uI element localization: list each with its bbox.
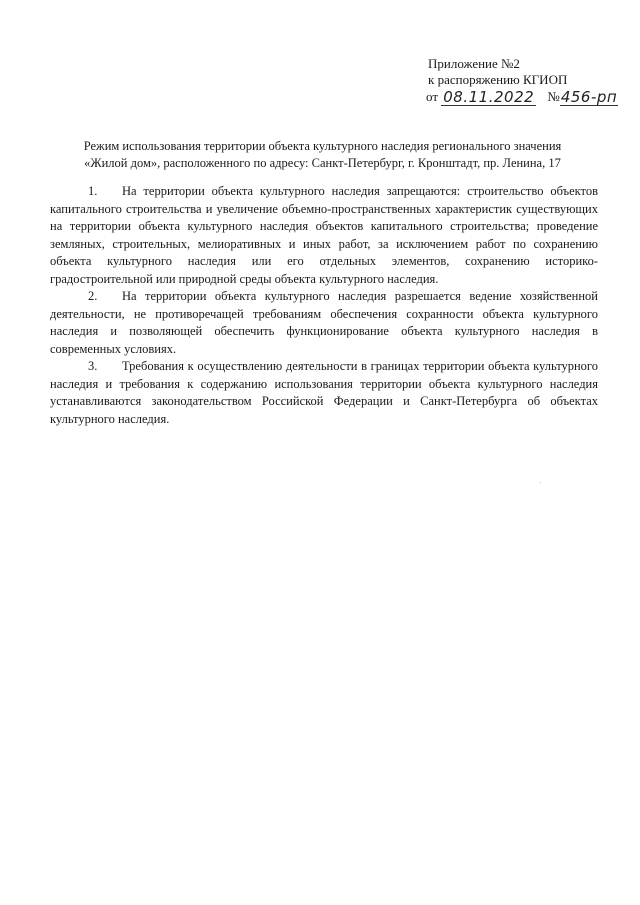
title-line-2: «Жилой дом», расположенного по адресу: Санкт-Петербург, г. Кронштадт, пр. Ленина, 17 [84,156,561,170]
appendix-header [426,56,626,105]
document-body [50,183,598,428]
paragraph-text: На территории объекта культурного наследия запрещаются: строительство объектов капитального строительства и увеличение объемно-пространственных характеристик существующих на территории объекта культурного наследия объектов капитального строительства; проведение земляных, строительных, мелиоративных и иных работ, за исключением работ по сохранению объекта культурного наследия или его отдельных элементов, сохранению историко-градостроительной или природной среды объекта культурного наследия. [50,184,598,286]
paragraph-number: 3. [88,359,98,373]
appendix-date-line [426,88,626,105]
paragraph-3 [50,358,598,428]
scan-speck [540,482,541,483]
paragraph-text: На территории объекта культурного наследия разрешается ведение хозяйственной деятельности, не противоречащей требованиям обеспечения сохранности объекта культурного наследия и позволяющей обеспечить функционирование объекта культурного наследия в современных условиях. [50,289,598,356]
appendix-order-ref: к распоряжению КГИОП [428,72,568,87]
paragraph-text: Требования к осуществлению деятельности в границах территории объекта культурного наследия и требования к содержанию использования территории объекта культурного наследия устанавливаются законодательством Российской Федерации и Санкт-Петербурга об объектах культурного наследия. [50,359,598,426]
paragraph-2 [50,288,598,358]
appendix-title: Приложение №2 [428,56,520,71]
paragraph-number: 1. [88,184,98,198]
handwritten-date: 08.11.2022 [443,88,535,106]
document-title [50,138,595,172]
date-prefix: от [426,89,439,104]
paragraph-1 [50,183,598,288]
number-sign: № [547,89,560,104]
handwritten-order-number: 456-рп [560,88,618,106]
paragraph-number: 2. [88,289,98,303]
title-line-1: Режим использования территории объекта культурного наследия регионального значения [83,139,562,153]
